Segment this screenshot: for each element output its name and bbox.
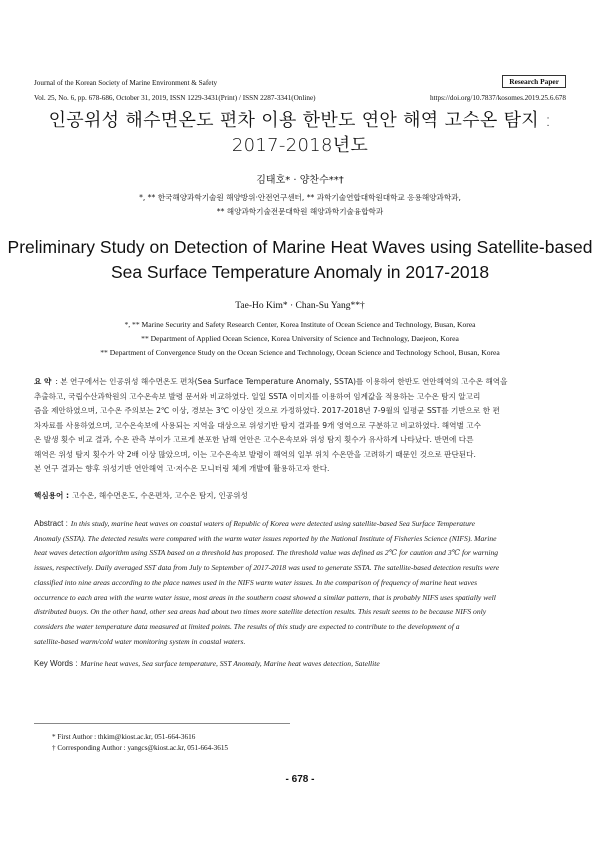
doi-link[interactable]: https://doi.org/10.7837/kosomes.2019.25.6.678 (429, 94, 566, 102)
journal-name: Journal of the Korean Society of Marine Environment & Safety (34, 79, 218, 87)
korean-summary (34, 375, 574, 477)
english-affiliation-3: ** Department of Convergence Study on the Ocean Science and Technology, Ocean Science and Technology School, Busan, Korea (100, 348, 500, 357)
footnote-divider (34, 723, 290, 724)
korean-keywords-label: 핵심용어 : (34, 491, 70, 500)
research-paper-badge: Research Paper (502, 75, 566, 88)
summary-line: 본 연구 결과는 향후 위성기반 연안해역 고·저수온 모니터링 체계 개발에 활용하고자 한다. (34, 464, 330, 473)
abstract-line: In this study, marine heat waves on coastal waters of Republic of Korea were detected using satellite-based Sea Surface Temperature (70, 519, 476, 528)
abstract-line: occurrence to each area with the warm water issue, most areas in the southern coast showed a similar pattern, that is probably NIFS uses spatially well (34, 592, 496, 602)
korean-affiliation-2: ** 해양과학기술전문대학원 해양과학기술융합학과 (216, 207, 384, 216)
page-number: - 678 - (285, 774, 315, 785)
abstract-line: Anomaly (SSTA). The detected results were compared with the warm water issues reported by the National Institute of Fisheries Science (NIFS). Marine (34, 533, 497, 543)
summary-line: 해역은 위성 탐지 횟수가 약 2배 이상 많았으며, 이는 고수온속보 발령이 해역의 일부 위치 수온만을 고려하기 때문인 것으로 판단된다. (34, 449, 476, 459)
abstract-line: heat waves detection algorithm using SSTA based on a threshold has proposed. The threshold value was defined as 2℃ for caution and 3℃ for warning (34, 548, 499, 558)
first-author-footnote: * First Author : thkim@kiost.ac.kr, 051-664-3616 (52, 733, 196, 741)
korean-title-line1: 인공위성 해수면온도 편차 이용 한반도 연안 해역 고수온 탐지 : (48, 110, 552, 131)
english-authors: Tae-Ho Kim* · Chan-Su Yang**† (235, 301, 365, 311)
korean-title-line2: 2017-2018년도 (231, 135, 369, 156)
volume-info: Vol. 25, No. 6, pp. 678-686, October 31, 2019, ISSN 1229-3431(Print) / ISSN 2287-3341(Online) (34, 94, 316, 102)
english-keywords-label: Key Words : (34, 659, 78, 668)
english-title-line2: Sea Surface Temperature Anomaly in 2017-2018 (110, 262, 490, 282)
summary-line: 차자료를 사용하였으며, 고수온속보에 사용되는 지역을 대상으로 위성기반 탐지 결과를 9개 영역으로 구분하고 비교하였다. 해역별 고수 (34, 420, 481, 430)
abstract-label: Abstract : (34, 519, 68, 528)
korean-keywords (34, 489, 574, 504)
corresponding-author-footnote: † Corresponding Author : yangcs@kiost.ac.kr, 051-664-3615 (52, 744, 229, 752)
summary-label: 요 약 (34, 377, 52, 386)
abstract-line: issues, respectively. Daily averaged SST data from July to September of 2017-2018 was used to generate SSTA. The satellite-based detection results were (34, 563, 500, 573)
english-title-line1: Preliminary Study on Detection of Marine Heat Waves using Satellite-based (7, 237, 593, 257)
summary-line: : 본 연구에서는 인공위성 해수면온도 편차(Sea Surface Temperature Anomaly, SSTA)를 이용하여 한반도 연안해역의 고수온 해역을 (55, 377, 508, 386)
abstract-line: considers the water temperature data measured at limited points. The results of this study are expected to contribute to the development of a (34, 621, 460, 631)
korean-affiliation-1: *, ** 한국해양과학기술원 해양방위·안전연구센터, ** 과학기술연합대학원대학교 응용해양과학과, (139, 193, 461, 202)
korean-authors: 김태호* · 양찬수**† (256, 175, 344, 186)
english-keywords (34, 657, 574, 672)
summary-line: 온 발생 횟수 비교 결과, 수온 관측 부이가 고르게 분포한 남해 연안은 고수온속보와 위성 탐지 횟수가 유사하게 나타났다. 반면에 다른 (34, 435, 474, 444)
english-affiliation-1: *, ** Marine Security and Safety Research Center, Korea Institute of Ocean Science and Technology, Busan, Korea (124, 320, 476, 329)
english-keywords-text: Marine heat waves, Sea surface temperature, SST Anomaly, Marine heat waves detection, Satellite (80, 659, 380, 668)
english-abstract (34, 517, 574, 649)
summary-line: 추출하고, 국립수산과학원의 고수온속보 발령 문서와 비교하였다. 일일 SSTA 이미지를 이용하여 임계값을 적용하는 고수온 탐지 알고리 (34, 391, 481, 401)
summary-line: 즘을 제안하였으며, 고수온 주의보는 2℃ 이상, 경보는 3℃ 이상인 것으로 가정하였다. 2017-2018년 7-9월의 일평균 SST를 기반으로 한 편 (34, 406, 500, 415)
korean-keywords-text: 고수온, 해수면온도, 수온편차, 고수온 탐지, 인공위성 (72, 491, 248, 500)
abstract-line: satellite-based warm/cold water monitoring system in coastal waters. (34, 636, 246, 646)
english-affiliation-2: ** Department of Applied Ocean Science, Korea University of Science and Technology, Daejeon, Korea (141, 334, 459, 343)
abstract-line: classified into nine areas according to the place names used in the NIFS warm water issues. In the comparison of frequency of marine heat waves (34, 577, 478, 587)
abstract-line: distributed buoys. On the other hand, other sea areas had about two times more satellite detection results. This result seems to be because NIFS only (34, 607, 487, 617)
